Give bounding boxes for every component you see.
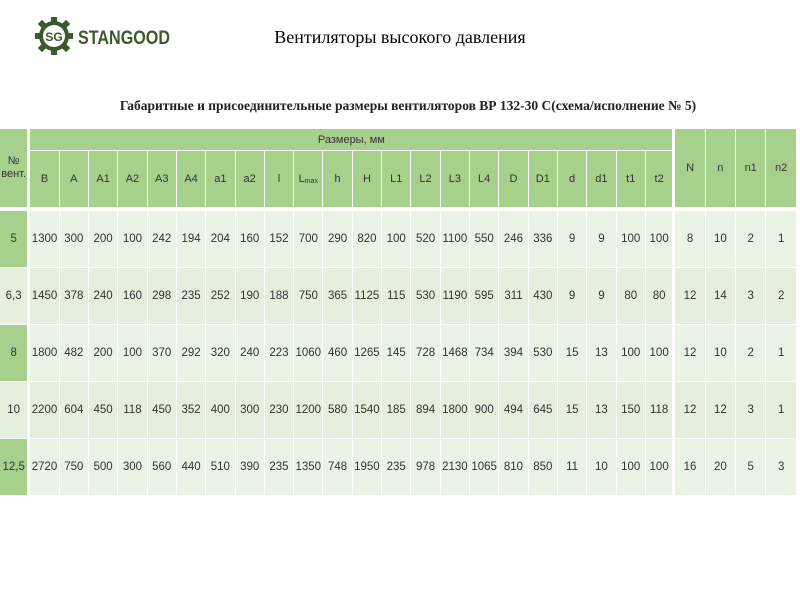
col-header-a2: a2: [236, 151, 265, 208]
dim-cell: 820: [353, 208, 382, 268]
col-header-a2: A2: [118, 151, 147, 208]
dim-cell: 13: [587, 382, 616, 439]
dim-cell: 9: [587, 208, 616, 268]
dim-cell: 850: [529, 439, 558, 496]
col-header-l4: L4: [470, 151, 499, 208]
dim-cell: 494: [499, 382, 528, 439]
dim-cell: 115: [382, 268, 411, 325]
extra-cell: 8: [675, 208, 705, 268]
col-header-d: d: [558, 151, 587, 208]
dim-cell: 336: [529, 208, 558, 268]
col-header-a4: A4: [177, 151, 206, 208]
dim-cell: 204: [206, 208, 235, 268]
dim-cell: 1265: [353, 325, 382, 382]
dimensions-table-container: [0, 129, 797, 496]
dim-cell: 352: [177, 382, 206, 439]
dim-cell: 400: [206, 382, 235, 439]
dim-cell: 240: [236, 325, 265, 382]
dim-cell: 100: [617, 325, 646, 382]
dim-cell: 810: [499, 439, 528, 496]
dim-cell: 520: [411, 208, 440, 268]
extra-cell: 2: [736, 208, 766, 268]
dim-cell: 300: [236, 382, 265, 439]
dim-cell: 80: [617, 268, 646, 325]
dim-cell: 450: [89, 382, 118, 439]
col-header-N: N: [675, 129, 705, 208]
col-header-h: h: [323, 151, 352, 208]
dim-cell: 1100: [441, 208, 470, 268]
dim-cell: 460: [323, 325, 352, 382]
dim-cell: 510: [206, 439, 235, 496]
dim-cell: 194: [177, 208, 206, 268]
col-header-h: H: [353, 151, 382, 208]
extra-cell: 1: [766, 382, 797, 439]
fan-number-cell: 10: [0, 382, 30, 439]
dim-cell: 300: [118, 439, 147, 496]
dim-cell: 100: [646, 325, 675, 382]
dim-cell: 152: [265, 208, 294, 268]
extra-cell: 5: [736, 439, 766, 496]
dim-cell: 530: [529, 325, 558, 382]
dim-cell: 1800: [30, 325, 59, 382]
dim-cell: 700: [294, 208, 323, 268]
dim-cell: 252: [206, 268, 235, 325]
extra-cell: 3: [766, 439, 797, 496]
dim-cell: 728: [411, 325, 440, 382]
dim-cell: 290: [323, 208, 352, 268]
col-header-n: n: [706, 129, 736, 208]
dim-cell: 595: [470, 268, 499, 325]
extra-cell: 16: [675, 439, 705, 496]
dim-cell: 378: [60, 268, 89, 325]
dim-cell: 80: [646, 268, 675, 325]
dim-cell: 150: [617, 382, 646, 439]
extra-cell: 3: [736, 268, 766, 325]
dim-cell: 246: [499, 208, 528, 268]
dim-cell: 1060: [294, 325, 323, 382]
dim-cell: 15: [558, 382, 587, 439]
dim-cell: 100: [646, 208, 675, 268]
dim-cell: 750: [294, 268, 323, 325]
dim-cell: 394: [499, 325, 528, 382]
table-caption: Габаритные и присоединительные размеры вентиляторов ВР 132-30 С(схема/исполнение № 5): [119, 98, 697, 113]
dim-cell: 10: [587, 439, 616, 496]
fan-number-cell: 12,5: [0, 439, 30, 496]
logo-wordmark: STANGOOD: [78, 28, 170, 49]
dim-cell: 320: [206, 325, 235, 382]
dim-cell: 100: [382, 208, 411, 268]
dim-cell: 550: [470, 208, 499, 268]
dim-cell: 185: [382, 382, 411, 439]
dim-cell: 235: [265, 439, 294, 496]
table-row: [0, 268, 797, 325]
dim-cell: 118: [118, 382, 147, 439]
dim-cell: 100: [118, 325, 147, 382]
dim-cell: 118: [646, 382, 675, 439]
col-header-a1: a1: [206, 151, 235, 208]
col-header-l1: L1: [382, 151, 411, 208]
table-header-row-1: [0, 129, 797, 151]
extra-cell: 3: [736, 382, 766, 439]
dim-cell: 242: [148, 208, 177, 268]
dim-cell: 200: [89, 325, 118, 382]
dim-cell: 9: [558, 208, 587, 268]
dim-cell: 500: [89, 439, 118, 496]
fan-number-cell: 5: [0, 208, 30, 268]
dim-cell: 734: [470, 325, 499, 382]
dim-cell: 1468: [441, 325, 470, 382]
col-header-n1: n1: [736, 129, 766, 208]
dim-cell: 900: [470, 382, 499, 439]
logo-monogram: SG: [45, 30, 63, 44]
dim-cell: 200: [89, 208, 118, 268]
dim-cell: 190: [236, 268, 265, 325]
dim-cell: 2200: [30, 382, 59, 439]
extra-cell: 12: [706, 382, 736, 439]
extra-cell: 12: [675, 325, 705, 382]
dim-cell: 370: [148, 325, 177, 382]
col-header-l2: L2: [411, 151, 440, 208]
table-row: [0, 325, 797, 382]
dim-cell: 188: [265, 268, 294, 325]
dim-cell: 160: [118, 268, 147, 325]
fan-number-cell: 8: [0, 325, 30, 382]
dim-cell: 580: [323, 382, 352, 439]
dim-cell: 235: [382, 439, 411, 496]
col-header-n2: n2: [766, 129, 797, 208]
dim-cell: 1450: [30, 268, 59, 325]
col-header-a1: A1: [89, 151, 118, 208]
col-header-d1: d1: [587, 151, 616, 208]
extra-cell: 14: [706, 268, 736, 325]
dim-cell: 1200: [294, 382, 323, 439]
dim-cell: 560: [148, 439, 177, 496]
dim-cell: 450: [148, 382, 177, 439]
dim-cell: 300: [60, 208, 89, 268]
extra-cell: 1: [766, 325, 797, 382]
fan-number-header: № вент.: [0, 129, 30, 208]
extra-cell: 10: [706, 208, 736, 268]
col-header-lmax: $L_{max}$: [294, 151, 323, 208]
col-header-d: D: [499, 151, 528, 208]
dim-cell: 748: [323, 439, 352, 496]
dim-cell: 430: [529, 268, 558, 325]
col-header-d1: D1: [529, 151, 558, 208]
dim-cell: 15: [558, 325, 587, 382]
dim-cell: 100: [617, 439, 646, 496]
dim-cell: 100: [617, 208, 646, 268]
dim-cell: 1065: [470, 439, 499, 496]
dim-cell: 1800: [441, 382, 470, 439]
dimensions-table: [0, 129, 797, 496]
extra-cell: 20: [706, 439, 736, 496]
dim-cell: 365: [323, 268, 352, 325]
dim-cell: 160: [236, 208, 265, 268]
extra-cell: 1: [766, 208, 797, 268]
dim-cell: 1300: [30, 208, 59, 268]
dim-cell: 240: [89, 268, 118, 325]
extra-cell: 12: [675, 268, 705, 325]
dim-cell: 390: [236, 439, 265, 496]
dim-cell: 530: [411, 268, 440, 325]
col-header-a3: A3: [148, 151, 177, 208]
dim-cell: 292: [177, 325, 206, 382]
dim-cell: 978: [411, 439, 440, 496]
col-header-t2: t2: [646, 151, 675, 208]
table-body: [0, 208, 797, 496]
table-row: [0, 208, 797, 268]
extra-cell: 10: [706, 325, 736, 382]
dim-cell: 750: [60, 439, 89, 496]
dimensions-group-header: Размеры, мм: [30, 129, 675, 151]
dim-cell: 1540: [353, 382, 382, 439]
dim-cell: 1350: [294, 439, 323, 496]
dim-cell: 235: [177, 268, 206, 325]
dim-cell: 100: [646, 439, 675, 496]
dim-cell: 145: [382, 325, 411, 382]
dim-cell: 645: [529, 382, 558, 439]
dim-cell: 604: [60, 382, 89, 439]
col-header-t1: t1: [617, 151, 646, 208]
dim-cell: 298: [148, 268, 177, 325]
col-header-l3: L3: [441, 151, 470, 208]
extra-cell: 2: [736, 325, 766, 382]
dim-cell: 440: [177, 439, 206, 496]
dim-cell: 100: [118, 208, 147, 268]
dim-cell: 894: [411, 382, 440, 439]
dim-cell: 223: [265, 325, 294, 382]
dim-cell: 1950: [353, 439, 382, 496]
col-header-a: A: [60, 151, 89, 208]
dim-cell: 311: [499, 268, 528, 325]
page-title: Вентиляторы высокого давления: [274, 27, 526, 47]
dim-cell: 2720: [30, 439, 59, 496]
dim-cell: 11: [558, 439, 587, 496]
dim-cell: 1125: [353, 268, 382, 325]
dim-cell: 9: [558, 268, 587, 325]
dim-cell: 482: [60, 325, 89, 382]
table-row: [0, 439, 797, 496]
extra-cell: 2: [766, 268, 797, 325]
dim-cell: 2130: [441, 439, 470, 496]
col-header-l: l: [265, 151, 294, 208]
extra-cell: 12: [675, 382, 705, 439]
dim-cell: 230: [265, 382, 294, 439]
dim-cell: 13: [587, 325, 616, 382]
dim-cell: 9: [587, 268, 616, 325]
table-row: [0, 382, 797, 439]
fan-number-cell: 6,3: [0, 268, 30, 325]
col-header-b: B: [30, 151, 59, 208]
dim-cell: 1190: [441, 268, 470, 325]
